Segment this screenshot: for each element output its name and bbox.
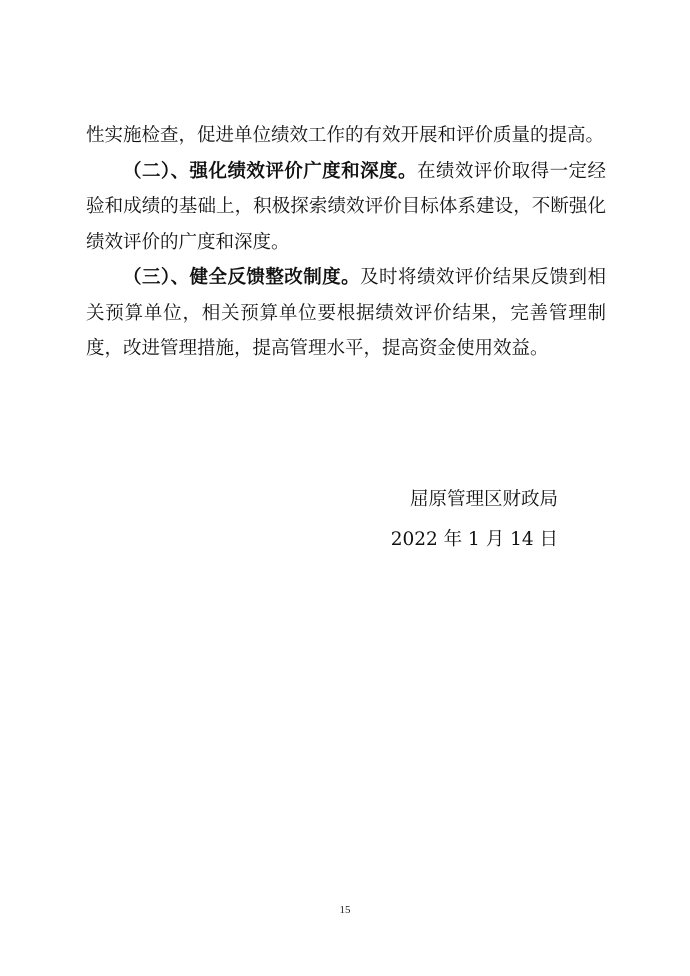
- body-text: [86, 118, 606, 367]
- signature-date: 2022 年 1 月 14 日: [390, 529, 558, 550]
- page-number: 15: [339, 904, 351, 916]
- paragraph-heading: （二）、强化绩效评价广度和深度。: [123, 160, 417, 182]
- signature-organization: 屈原管理区财政局: [409, 489, 558, 510]
- paragraph-heading: （三）、健全反馈整改制度。: [123, 267, 361, 288]
- signature-block: [391, 480, 558, 560]
- paragraph-feedback-system: [86, 260, 606, 367]
- paragraph-text: 及时将绩效评价结果反馈到相关预算单位，相关预算单位要根据绩效评价结果，完善管理制度，改进管理措施，提高管理水平，提高资金使用效益。: [86, 267, 606, 359]
- paragraph-strengthen-evaluation: [86, 154, 606, 261]
- paragraph-continuation: [86, 118, 606, 154]
- paragraph-text: 在绩效评价取得一定经验和成绩的基础上，积极探索绩效评价目标体系建设，不断强化绩效评价的广度和深度。: [86, 160, 606, 253]
- paragraph-text: 性实施检查，促进单位绩效工作的有效开展和评价质量的提高。: [86, 125, 605, 146]
